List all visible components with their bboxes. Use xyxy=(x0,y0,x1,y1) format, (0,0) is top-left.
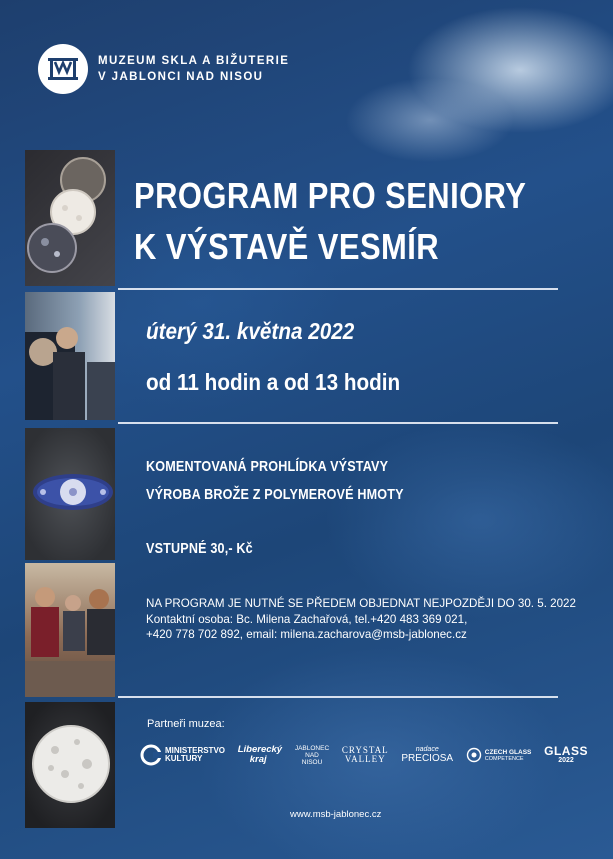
admission-price: VSTUPNÉ 30,- Kč xyxy=(146,540,253,557)
booking-deadline: NA PROGRAM JE NUTNÉ SE PŘEDEM OBJEDNAT NEJPOZDĚJI DO 30. 5. 2022 xyxy=(146,597,576,610)
event-times: od 11 hodin a od 13 hodin xyxy=(146,369,401,395)
photo-workshop xyxy=(25,563,115,697)
czech-glass-icon xyxy=(466,747,482,763)
museum-logo xyxy=(38,44,289,94)
booking-info xyxy=(146,596,576,643)
divider-3 xyxy=(118,696,558,698)
museum-logo-icon xyxy=(38,44,88,94)
partner-crystal-valley: CRYSTAL VALLEY xyxy=(341,745,389,764)
title-line2: K VÝSTAVĚ VESMÍR xyxy=(134,226,440,267)
title-line1: PROGRAM PRO SENIORY xyxy=(134,175,527,216)
activity-brooch: VÝROBA BROŽE Z POLYMEROVÉ HMOTY xyxy=(146,486,404,503)
contact-email: +420 778 702 892, email: milena.zacharova@msb-jablonec.cz xyxy=(146,628,467,641)
ministerstvo-icon xyxy=(140,744,162,766)
photo-brooch-blue xyxy=(25,428,115,560)
photo-white-brooch xyxy=(25,702,115,828)
partner-preciosa: nadace PRECIOSA xyxy=(401,746,454,764)
partners-label: Partneři muzea: xyxy=(147,718,225,730)
partner-logos xyxy=(140,744,588,766)
museum-name-line2: V JABLONCI NAD NISOU xyxy=(98,71,264,83)
partner-czech-glass: CZECH GLASS COMPETENCE xyxy=(466,747,532,763)
partner-jablonec: JABLONEC NAD NISOU xyxy=(294,744,330,766)
partner-glass-2022: GLASS 2022 xyxy=(544,744,588,764)
activity-tour: KOMENTOVANÁ PROHLÍDKA VÝSTAVY xyxy=(146,458,389,475)
website-link[interactable]: www.msb-jablonec.cz xyxy=(290,809,382,820)
partner-liberecky-kraj: Liberecký kraj xyxy=(237,744,283,765)
event-date: úterý 31. května 2022 xyxy=(146,318,355,344)
photo-brooches xyxy=(25,150,115,286)
museum-name-line1: MUZEUM SKLA A BIŽUTERIE xyxy=(98,55,290,67)
divider-2 xyxy=(118,422,558,424)
contact-person: Kontaktní osoba: Bc. Milena Zachařová, tel.+420 483 369 021, xyxy=(146,612,468,626)
photo-visitors xyxy=(25,292,115,420)
partner-ministerstvo: MINISTERSTVO KULTURY xyxy=(140,744,225,766)
divider-1 xyxy=(118,288,558,290)
